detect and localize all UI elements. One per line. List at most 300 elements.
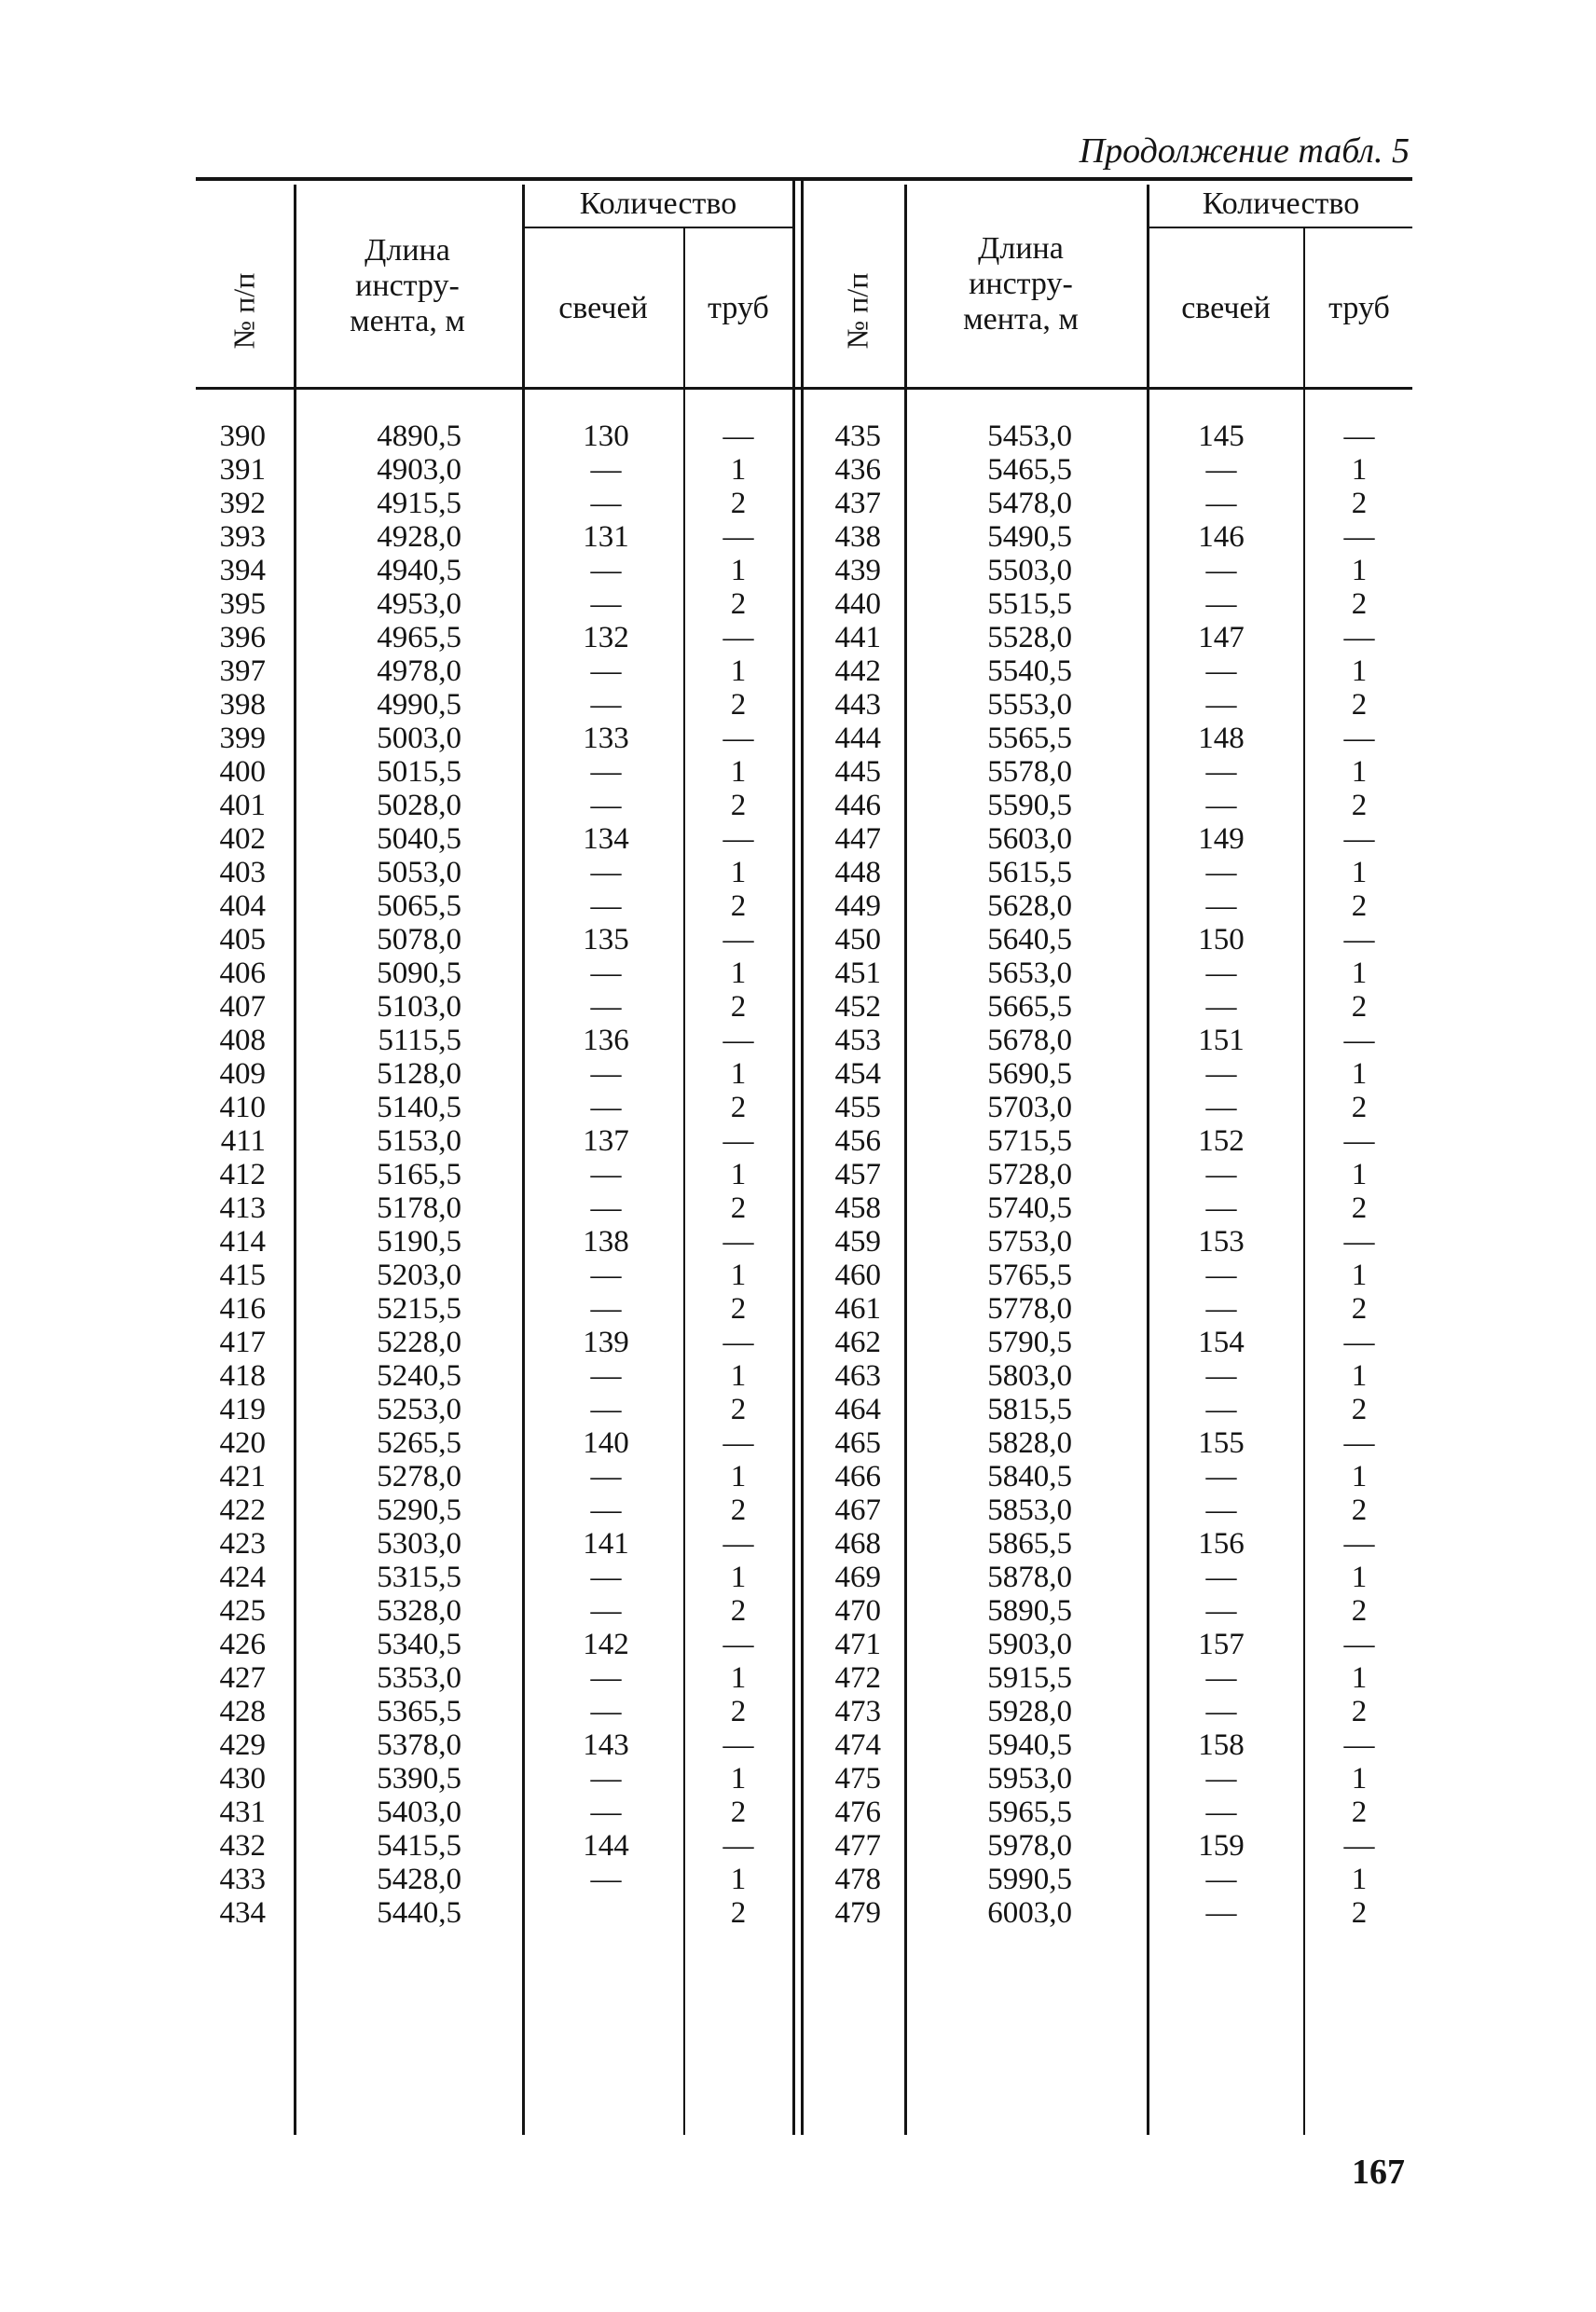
table-cell: 159 <box>1198 1829 1245 1863</box>
table-cell: 390 <box>219 420 266 453</box>
col-rule-4 <box>904 185 907 2135</box>
table-cell: 1 <box>730 554 747 587</box>
table-cell: — <box>722 1728 754 1762</box>
table-cell: — <box>590 1460 622 1493</box>
table-cell: 2 <box>730 1896 747 1930</box>
table-cell: 5353,0 <box>377 1661 461 1695</box>
table-cell: 132 <box>583 621 629 654</box>
table-cell: 397 <box>219 654 266 688</box>
table-cell: 450 <box>834 923 881 956</box>
table-cell: 5015,5 <box>377 755 461 789</box>
table-cell: 5503,0 <box>987 554 1072 587</box>
table-cell: 405 <box>219 923 266 956</box>
table-cell: 4953,0 <box>377 587 461 621</box>
table-cell: — <box>590 1863 622 1896</box>
table-cell: 130 <box>583 420 629 453</box>
table-cell: 433 <box>219 1863 266 1896</box>
table-cell: 2 <box>1351 889 1368 923</box>
table-cell: 136 <box>583 1024 629 1057</box>
table-cell: 473 <box>834 1695 881 1728</box>
table-cell: 5465,5 <box>987 453 1072 487</box>
table-cell: 4903,0 <box>377 453 461 487</box>
table-cell: 401 <box>219 789 266 822</box>
col-rule-1 <box>294 185 296 2135</box>
table-cell: 5728,0 <box>987 1158 1072 1191</box>
table-cell: 4965,5 <box>377 621 461 654</box>
table-cell: 1 <box>1351 1762 1368 1796</box>
table-cell: 5928,0 <box>987 1695 1072 1728</box>
table-cell: 1 <box>1351 755 1368 789</box>
table-cell: — <box>1205 789 1237 822</box>
table-cell: — <box>590 1695 622 1728</box>
table-cell: 1 <box>730 1762 747 1796</box>
table-cell: 457 <box>834 1158 881 1191</box>
table-cell: — <box>590 1762 622 1796</box>
table-cell: — <box>1205 990 1237 1024</box>
table-cell: — <box>1205 956 1237 990</box>
table-cell: — <box>722 923 754 956</box>
table-cell: 455 <box>834 1091 881 1124</box>
table-cell: — <box>1205 1359 1237 1393</box>
table-cell: 436 <box>834 453 881 487</box>
table-cell: 5828,0 <box>987 1426 1072 1460</box>
header-quantity-left: Количество <box>579 186 737 221</box>
table-cell: 1 <box>1351 654 1368 688</box>
table-cell: 5215,5 <box>377 1292 461 1326</box>
table-cell: 420 <box>219 1426 266 1460</box>
table-cell: 5665,5 <box>987 990 1072 1024</box>
table-cell: 1 <box>1351 1158 1368 1191</box>
table-cell: — <box>1343 1527 1375 1561</box>
table-cell: — <box>1343 1124 1375 1158</box>
table-cell: 142 <box>583 1628 629 1661</box>
table-cell: — <box>722 420 754 453</box>
table-cell: — <box>722 621 754 654</box>
table-cell: 5003,0 <box>377 722 461 755</box>
table-cell: — <box>1205 1191 1237 1225</box>
right-candles-column <box>1175 420 1268 1930</box>
table-cell: 2 <box>1351 990 1368 1024</box>
table-cell: — <box>722 1426 754 1460</box>
table-cell: 5403,0 <box>377 1796 461 1829</box>
table-cell: 5103,0 <box>377 990 461 1024</box>
table-cell: 428 <box>219 1695 266 1728</box>
table-cell: 458 <box>834 1191 881 1225</box>
table-cell: — <box>1205 1896 1237 1930</box>
table-cell: — <box>1205 453 1237 487</box>
table-cell: — <box>590 1191 622 1225</box>
table-cell: 465 <box>834 1426 881 1460</box>
table-cell: — <box>1205 1393 1237 1426</box>
table-cell: — <box>1343 1225 1375 1259</box>
table-cell: 1 <box>730 654 747 688</box>
table-cell: — <box>1343 1829 1375 1863</box>
table-cell: 151 <box>1198 1024 1245 1057</box>
table-cell: 5328,0 <box>377 1594 461 1628</box>
table-cell: 5178,0 <box>377 1191 461 1225</box>
table-cell: 453 <box>834 1024 881 1057</box>
table-cell: 1 <box>730 1561 747 1594</box>
table-cell: 5040,5 <box>377 822 461 856</box>
table-cell: — <box>1205 1661 1237 1695</box>
table-cell: 1 <box>730 1158 747 1191</box>
table-cell: 391 <box>219 453 266 487</box>
table-cell: 446 <box>834 789 881 822</box>
table-cell: 5253,0 <box>377 1393 461 1426</box>
table-cell: 5978,0 <box>987 1829 1072 1863</box>
table-cell: — <box>1343 1326 1375 1359</box>
table-cell: 5315,5 <box>377 1561 461 1594</box>
double-rule-a <box>792 177 795 2135</box>
table-cell: — <box>722 722 754 755</box>
table-cell: 5615,5 <box>987 856 1072 889</box>
table-cell: 2 <box>1351 1393 1368 1426</box>
page-number: 167 <box>1352 2153 1405 2192</box>
table-cell: 149 <box>1198 822 1245 856</box>
table-cell: 5453,0 <box>987 420 1072 453</box>
table-cell: 1 <box>1351 453 1368 487</box>
table-cell: 2 <box>730 1393 747 1426</box>
table-cell: 5490,5 <box>987 520 1072 554</box>
table-cell: 2 <box>730 1493 747 1527</box>
table-cell: 5303,0 <box>377 1527 461 1561</box>
table-top-rule <box>196 177 1412 181</box>
table-cell: 5940,5 <box>987 1728 1072 1762</box>
table-cell: — <box>1205 688 1237 722</box>
table-cell: 394 <box>219 554 266 587</box>
table-cell: 435 <box>834 420 881 453</box>
table-cell: 4890,5 <box>377 420 461 453</box>
table-cell: 5865,5 <box>987 1527 1072 1561</box>
table-cell: 396 <box>219 621 266 654</box>
table-cell: — <box>1205 654 1237 688</box>
table-cell: 434 <box>219 1896 266 1930</box>
table-cell: 1 <box>730 1057 747 1091</box>
table-cell: 5953,0 <box>987 1762 1072 1796</box>
table-cell: — <box>722 1124 754 1158</box>
table-cell: 466 <box>834 1460 881 1493</box>
table-cell: 419 <box>219 1393 266 1426</box>
table-cell: — <box>1343 1024 1375 1057</box>
left-num-column <box>200 420 266 1930</box>
table-cell: — <box>590 654 622 688</box>
table-cell: 2 <box>1351 1796 1368 1829</box>
table-cell: 451 <box>834 956 881 990</box>
table-cell: 5990,5 <box>987 1863 1072 1896</box>
table-cell: 400 <box>219 755 266 789</box>
table-cell: 5653,0 <box>987 956 1072 990</box>
table-cell: 5340,5 <box>377 1628 461 1661</box>
table-cell: 5553,0 <box>987 688 1072 722</box>
table-cell: — <box>590 889 622 923</box>
table-cell: 477 <box>834 1829 881 1863</box>
table-cell: 2 <box>730 1091 747 1124</box>
table-cell: — <box>722 1225 754 1259</box>
table-cell: — <box>1343 520 1375 554</box>
table-cell: 448 <box>834 856 881 889</box>
table-cell: 156 <box>1198 1527 1245 1561</box>
table-cell: 5590,5 <box>987 789 1072 822</box>
table-cell: 412 <box>219 1158 266 1191</box>
table-cell: 5203,0 <box>377 1259 461 1292</box>
table-cell: 479 <box>834 1896 881 1930</box>
table-cell: — <box>1343 1728 1375 1762</box>
table-cell: — <box>1205 1863 1237 1896</box>
table-cell: 421 <box>219 1460 266 1493</box>
table-cell: 424 <box>219 1561 266 1594</box>
table-cell: 422 <box>219 1493 266 1527</box>
table-cell: 5140,5 <box>377 1091 461 1124</box>
table-cell: 5803,0 <box>987 1359 1072 1393</box>
table-cell: 2 <box>730 688 747 722</box>
table-cell: 5853,0 <box>987 1493 1072 1527</box>
table-cell: — <box>1205 1561 1237 1594</box>
table-cell: 469 <box>834 1561 881 1594</box>
table-cell: 1 <box>730 1359 747 1393</box>
table-cell <box>559 1896 653 1930</box>
table-cell: 407 <box>219 990 266 1024</box>
table-cell: — <box>590 554 622 587</box>
table-cell: 440 <box>834 587 881 621</box>
table-cell: 429 <box>219 1728 266 1762</box>
left-length-column <box>317 420 461 1930</box>
table-cell: — <box>1205 1594 1237 1628</box>
table-cell: — <box>1343 923 1375 956</box>
col-rule-2 <box>522 185 525 2135</box>
table-cell: — <box>590 587 622 621</box>
table-cell: — <box>1205 487 1237 520</box>
table-cell: 418 <box>219 1359 266 1393</box>
table-cell: 153 <box>1198 1225 1245 1259</box>
table-cell: 2 <box>1351 1695 1368 1728</box>
table-cell: 423 <box>219 1527 266 1561</box>
table-cell: 452 <box>834 990 881 1024</box>
table-cell: 4928,0 <box>377 520 461 554</box>
table-cell: 135 <box>583 923 629 956</box>
table-cell: 1 <box>1351 856 1368 889</box>
table-cell: 445 <box>834 755 881 789</box>
table-cell: 475 <box>834 1762 881 1796</box>
table-cell: 2 <box>730 1695 747 1728</box>
table-cell: 464 <box>834 1393 881 1426</box>
table-cell: 5740,5 <box>987 1191 1072 1225</box>
table-cell: 5028,0 <box>377 789 461 822</box>
table-cell: — <box>590 1359 622 1393</box>
table-cell: 144 <box>583 1829 629 1863</box>
table-cell: — <box>1205 889 1237 923</box>
table-cell: 5078,0 <box>377 923 461 956</box>
table-cell: 449 <box>834 889 881 923</box>
table-cell: — <box>590 1292 622 1326</box>
table-cell: 5115,5 <box>378 1024 461 1057</box>
table-cell: 411 <box>220 1124 266 1158</box>
table-cell: 398 <box>219 688 266 722</box>
table-cell: — <box>590 856 622 889</box>
table-cell: 1 <box>730 1259 747 1292</box>
table-cell: — <box>590 1057 622 1091</box>
table-cell: 5628,0 <box>987 889 1072 923</box>
table-cell: — <box>722 520 754 554</box>
table-cell: 2 <box>730 1191 747 1225</box>
right-length-column <box>932 420 1072 1930</box>
header-pipes-left: труб <box>708 291 769 325</box>
table-cell: — <box>590 1661 622 1695</box>
table-cell: 143 <box>583 1728 629 1762</box>
table-cell: 474 <box>834 1728 881 1762</box>
col-rule-5 <box>1147 185 1149 2135</box>
table-cell: 2 <box>1351 789 1368 822</box>
table-cell: 472 <box>834 1661 881 1695</box>
table-cell: 470 <box>834 1594 881 1628</box>
table-cell: 5428,0 <box>377 1863 461 1896</box>
table-cell: 5090,5 <box>377 956 461 990</box>
table-cell: 437 <box>834 487 881 520</box>
table-cell: 152 <box>1198 1124 1245 1158</box>
table-cell: 5640,5 <box>987 923 1072 956</box>
table-cell: 410 <box>219 1091 266 1124</box>
table-cell: 462 <box>834 1326 881 1359</box>
table-cell: 441 <box>834 621 881 654</box>
table-cell: 148 <box>1198 722 1245 755</box>
table-cell: 439 <box>834 554 881 587</box>
table-cell: 444 <box>834 722 881 755</box>
header-num-left: № п/п <box>227 272 261 350</box>
quantity-rule-right <box>1149 227 1412 228</box>
table-caption: Продолжение табл. 5 <box>1079 131 1410 171</box>
table-cell: 402 <box>219 822 266 856</box>
table-cell: 395 <box>219 587 266 621</box>
table-cell: — <box>590 1393 622 1426</box>
table-cell: 5790,5 <box>987 1326 1072 1359</box>
table-cell: 414 <box>219 1225 266 1259</box>
table-cell: — <box>1205 755 1237 789</box>
table-cell: 140 <box>583 1426 629 1460</box>
table-cell: 5703,0 <box>987 1091 1072 1124</box>
table-cell: 131 <box>583 520 629 554</box>
table-cell: — <box>1205 1091 1237 1124</box>
table-cell: 6003,0 <box>987 1896 1072 1930</box>
table-cell: 1 <box>730 453 747 487</box>
table-cell: 5690,5 <box>987 1057 1072 1091</box>
table-cell: 5765,5 <box>987 1259 1072 1292</box>
table-cell: 5578,0 <box>987 755 1072 789</box>
double-rule-b <box>801 177 804 2135</box>
table-cell: 5778,0 <box>987 1292 1072 1326</box>
header-candles-left: свечей <box>558 291 648 325</box>
table-cell: — <box>1205 1259 1237 1292</box>
table-cell: 4940,5 <box>377 554 461 587</box>
table-cell: — <box>590 1158 622 1191</box>
table-cell: 1 <box>1351 1863 1368 1896</box>
table-cell: 413 <box>219 1191 266 1225</box>
table-cell: 1 <box>730 856 747 889</box>
table-cell: — <box>1205 1796 1237 1829</box>
table-cell: 430 <box>219 1762 266 1796</box>
table-cell: 5878,0 <box>987 1561 1072 1594</box>
table-cell: 1 <box>1351 1259 1368 1292</box>
table-cell: 408 <box>219 1024 266 1057</box>
table-cell: 2 <box>1351 1091 1368 1124</box>
table-cell: 443 <box>834 688 881 722</box>
table-cell: 415 <box>219 1259 266 1292</box>
table-cell: 468 <box>834 1527 881 1561</box>
table-cell: 404 <box>219 889 266 923</box>
table-cell: 2 <box>730 587 747 621</box>
table-cell: 5278,0 <box>377 1460 461 1493</box>
table-cell: 456 <box>834 1124 881 1158</box>
table-cell: 139 <box>583 1326 629 1359</box>
table-cell: 5915,5 <box>987 1661 1072 1695</box>
table-cell: — <box>1343 822 1375 856</box>
header-bottom-rule <box>196 387 1412 390</box>
table-cell: 154 <box>1198 1326 1245 1359</box>
table-cell: 5515,5 <box>987 587 1072 621</box>
table-cell: 2 <box>1351 587 1368 621</box>
table-cell: 1 <box>1351 1460 1368 1493</box>
table-cell: 2 <box>1351 1493 1368 1527</box>
table-cell: 2 <box>1351 688 1368 722</box>
table-cell: 399 <box>219 722 266 755</box>
table-cell: 425 <box>219 1594 266 1628</box>
header-quantity-right: Количество <box>1202 186 1360 221</box>
table-cell: — <box>590 1259 622 1292</box>
table-cell: 5365,5 <box>377 1695 461 1728</box>
table-cell: 2 <box>730 990 747 1024</box>
table-cell: 471 <box>834 1628 881 1661</box>
table-cell: 2 <box>730 1594 747 1628</box>
table-cell: — <box>590 755 622 789</box>
table-cell: 461 <box>834 1292 881 1326</box>
table-cell: — <box>590 956 622 990</box>
table-cell: 447 <box>834 822 881 856</box>
table-cell: 460 <box>834 1259 881 1292</box>
table-cell: 427 <box>219 1661 266 1695</box>
table-cell: — <box>590 487 622 520</box>
left-candles-column <box>559 420 653 1930</box>
table-cell: 4915,5 <box>377 487 461 520</box>
table-cell: 432 <box>219 1829 266 1863</box>
table-cell: 146 <box>1198 520 1245 554</box>
table-cell: 2 <box>730 487 747 520</box>
table-cell: 5540,5 <box>987 654 1072 688</box>
header-length-right: Длина инстру- мента, м <box>963 231 1079 337</box>
table-cell: 2 <box>1351 1594 1368 1628</box>
table-cell: 5053,0 <box>377 856 461 889</box>
table-cell: 4978,0 <box>377 654 461 688</box>
table-cell: 147 <box>1198 621 1245 654</box>
table-cell: 157 <box>1198 1628 1245 1661</box>
table-cell: 463 <box>834 1359 881 1393</box>
table-cell: 138 <box>583 1225 629 1259</box>
table-cell: 5840,5 <box>987 1460 1072 1493</box>
table-cell: 141 <box>583 1527 629 1561</box>
table-cell: 5240,5 <box>377 1359 461 1393</box>
table-cell: — <box>1343 621 1375 654</box>
table-cell: — <box>1205 1493 1237 1527</box>
table-cell: 426 <box>219 1628 266 1661</box>
table-cell: 145 <box>1198 420 1245 453</box>
table-cell: 1 <box>1351 554 1368 587</box>
table-cell: 459 <box>834 1225 881 1259</box>
table-cell: 5478,0 <box>987 487 1072 520</box>
table-cell: 2 <box>730 1292 747 1326</box>
table-cell: — <box>590 1493 622 1527</box>
table-cell: 5440,5 <box>377 1896 461 1930</box>
table-cell: 5815,5 <box>987 1393 1072 1426</box>
table-cell: 476 <box>834 1796 881 1829</box>
table-cell: 417 <box>219 1326 266 1359</box>
table-cell: 133 <box>583 722 629 755</box>
